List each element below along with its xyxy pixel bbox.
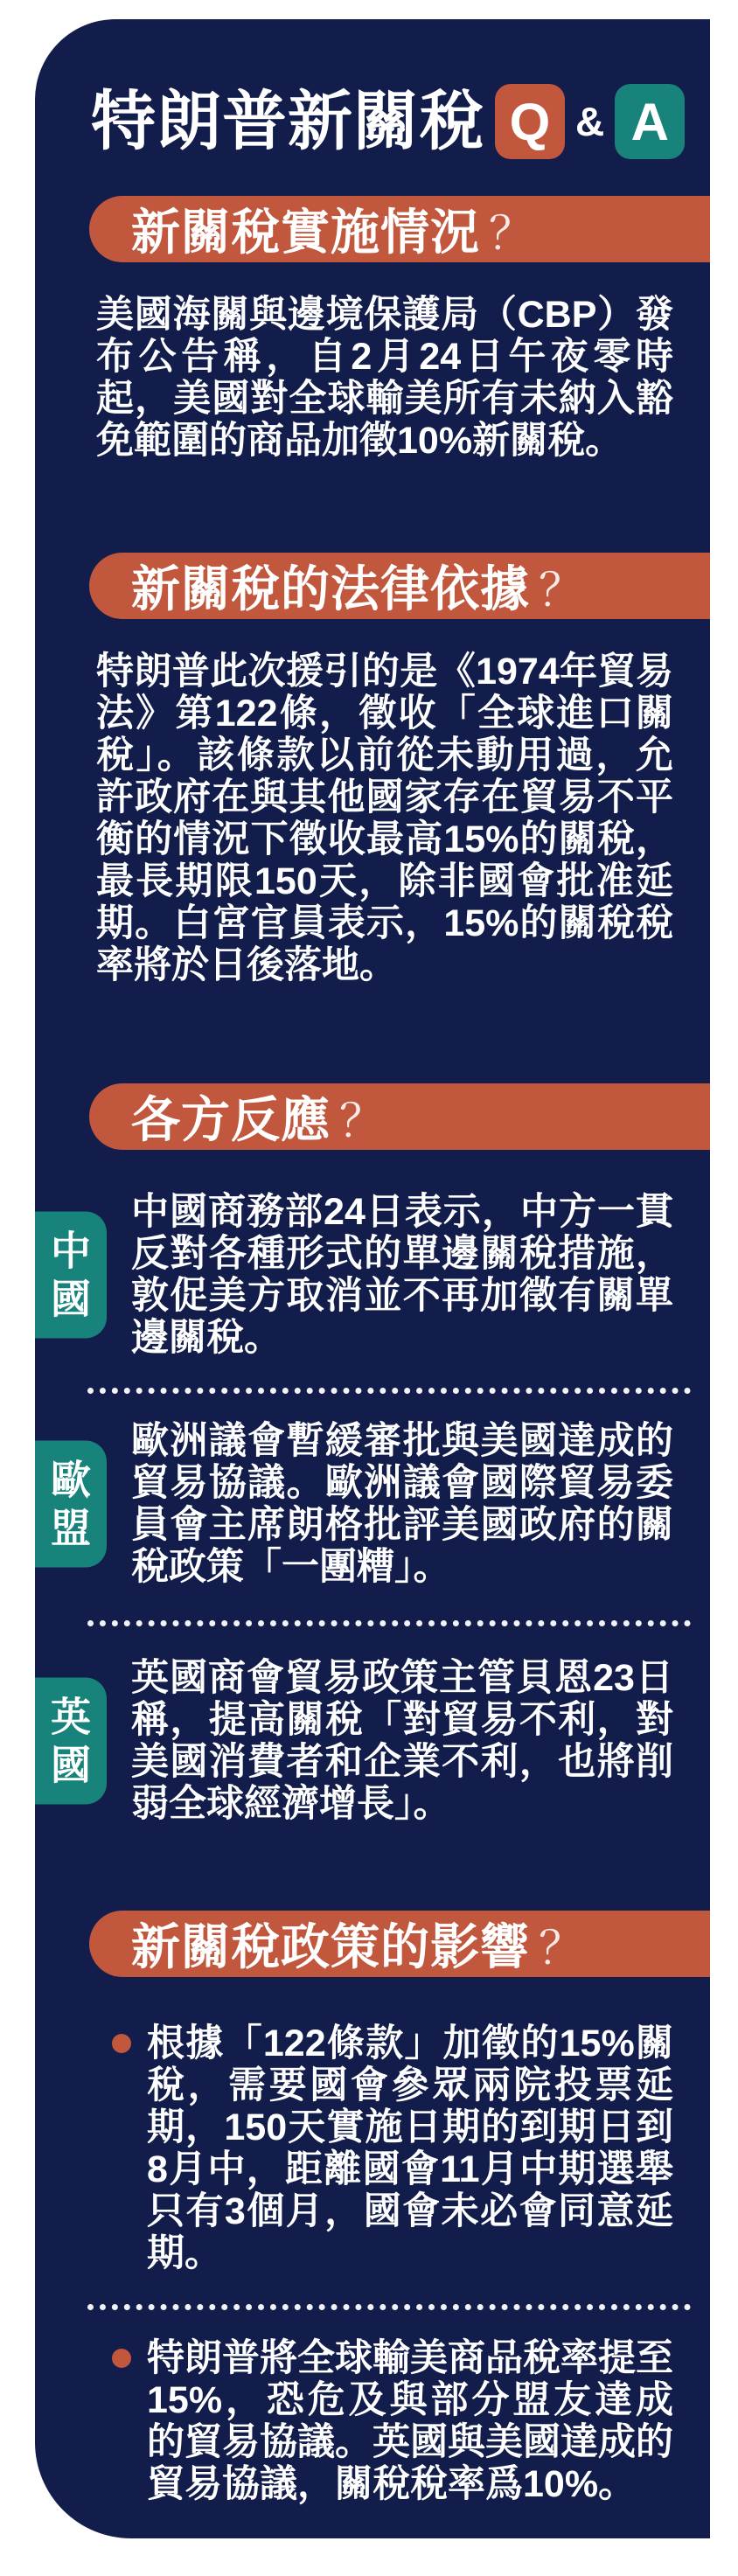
title-text: 特朗普新關稅 bbox=[91, 85, 484, 157]
reaction-eu bbox=[35, 1420, 710, 1588]
infographic-card bbox=[35, 19, 710, 2538]
reaction-text-uk: 英國商會貿易政策主管貝恩23日稱，提高關稅「對貿易不利，對美國消費者和企業不利，也將削弱全球經濟增長」。 bbox=[131, 1657, 673, 1825]
question-mark: ？ bbox=[539, 565, 586, 616]
question-mark: ？ bbox=[539, 1923, 586, 1974]
a-badge: A bbox=[615, 84, 685, 159]
dotted-separator bbox=[87, 1620, 691, 1626]
section-header-implementation bbox=[89, 196, 710, 262]
bullet-text: 特朗普將全球輸美商品稅率提至15%，恐危及與部分盟友達成的貿易協議。英國與美國達成的貿易協議，關稅稅率爲10%。 bbox=[147, 2337, 673, 2505]
country-tab-label: 歐盟 bbox=[51, 1457, 91, 1550]
dotted-separator bbox=[87, 1388, 691, 1394]
section-header-legal-basis bbox=[89, 553, 710, 619]
section-body-legal-basis: 特朗普此次援引的是《1974年貿易法》第122條，徵收「全球進口關稅」。該條款以前從未動用過，允許政府在與其他國家存在貿易不平衡的情況下徵收最高15%的關稅，最長期限150天，除非國會批准延期。白宮官員表示，15%的關稅稅率將於日後落地。 bbox=[96, 651, 673, 986]
reaction-text-china: 中國商務部24日表示，中方一貫反對各種形式的單邊關稅措施，敦促美方取消並不再加徵有關單邊關稅。 bbox=[131, 1191, 673, 1359]
ampersand: & bbox=[575, 99, 605, 144]
impact-bullet-1 bbox=[112, 2023, 673, 2274]
country-tab-eu bbox=[35, 1441, 107, 1568]
country-tab-label: 中國 bbox=[51, 1228, 91, 1321]
section-body-implementation: 美國海關與邊境保護局（CBP）發布公告稱，自2月24日午夜零時起，美國對全球輸美所有未納入豁免範圍的商品加徵10%新關稅。 bbox=[96, 294, 673, 462]
impact-bullet-2 bbox=[112, 2337, 673, 2505]
bullet-dot-icon bbox=[112, 2349, 131, 2368]
dotted-separator bbox=[87, 2304, 691, 2310]
section-header-text: 各方反應 bbox=[131, 1092, 331, 1147]
country-tab-label: 英國 bbox=[51, 1694, 91, 1787]
section-header-text: 新關稅政策的影響 bbox=[131, 1919, 530, 1974]
section-header-text: 新關稅實施情況 bbox=[131, 205, 480, 260]
section-header-reactions bbox=[89, 1083, 710, 1150]
reaction-text-eu: 歐洲議會暫緩審批與美國達成的貿易協議。歐洲議會國際貿易委員會主席朗格批評美國政府的關稅政策「一團糟」。 bbox=[131, 1420, 673, 1588]
question-mark: ？ bbox=[339, 1096, 386, 1147]
reaction-china bbox=[35, 1191, 710, 1359]
bullet-text: 根據「122條款」加徵的15%關稅，需要國會參眾兩院投票延期，150天實施日期的到期日到8月中，距離國會11月中期選舉只有3個月，國會未必會同意延期。 bbox=[147, 2023, 673, 2274]
country-tab-uk bbox=[35, 1678, 107, 1805]
reaction-uk bbox=[35, 1657, 710, 1825]
question-mark: ？ bbox=[489, 208, 536, 260]
country-tab-china bbox=[35, 1212, 107, 1339]
page-title bbox=[91, 83, 693, 160]
q-badge: Q bbox=[495, 84, 565, 159]
section-header-text: 新關稅的法律依據 bbox=[131, 561, 530, 616]
bullet-dot-icon bbox=[112, 2034, 131, 2053]
section-header-impact bbox=[89, 1911, 710, 1977]
